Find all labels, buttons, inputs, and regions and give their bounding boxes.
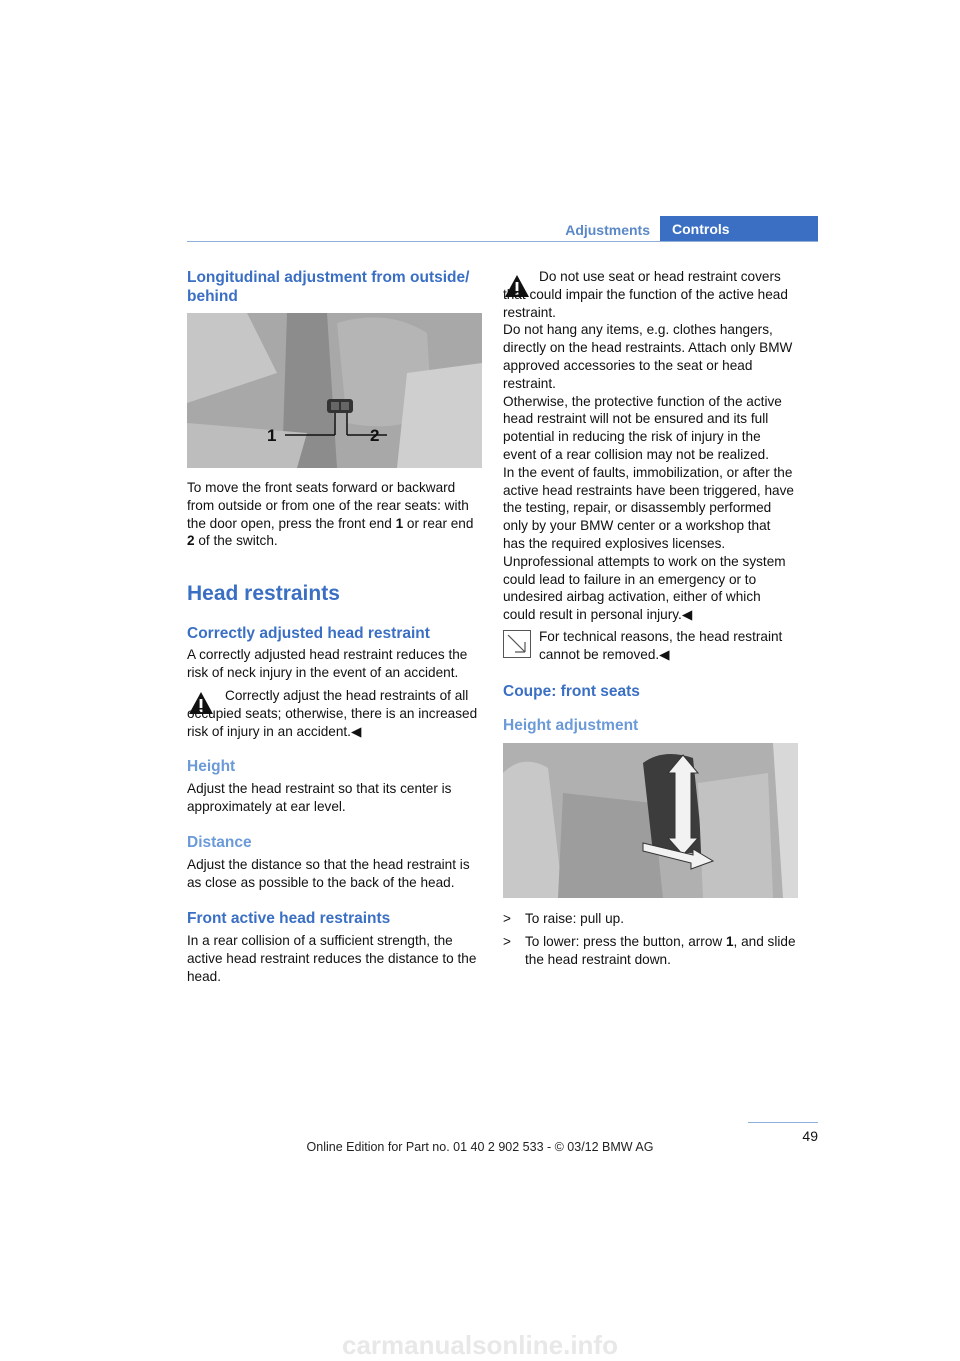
header-tab-controls: Controls	[660, 216, 818, 242]
heading-correctly-adjusted: Correctly adjusted head restraint	[187, 625, 430, 642]
lower-text-2: , and slide the head restraint down.	[525, 934, 796, 967]
warning-covers: Do not use seat or head restraint covers that could impair the function of the active head restraint. Do not hang any items, e.g. clothes hangers, directly on the head restraints. Attach only BMW approved accessories to the seat or head restraint. Otherwise, the protective function of the active head restraint will not be ensured and its full potential in reducing the risk of injury in the event of a rear collision may not be realized. In the event of faults, immobilization, or after the active head restraints have been triggered, have the testing, repair, or disassembly performed only by your BMW center or a workshop that has the required explosives licenses. Unprofessional attempts to work on the system could lead to failure in an emergency or to undesired airbag activation, either of which could result in personal injury.◀	[503, 269, 794, 623]
paragraph-correctly-adjusted: A correctly adjusted head restraint reduces the risk of neck injury in the event of an accident.	[187, 647, 468, 680]
paragraph-move-seats	[187, 479, 482, 550]
move-ref-2: 2	[187, 533, 195, 549]
move-text-3: of the switch.	[194, 533, 278, 549]
paragraph-distance: Adjust the distance so that the head restraint is as close as possible to the back of the head.	[187, 857, 470, 890]
callout-2: 2	[370, 426, 380, 445]
header-rule	[187, 241, 818, 242]
heading-distance: Distance	[187, 834, 252, 851]
watermark: carmanualsonline.info	[342, 1330, 618, 1360]
lower-ref-1: 1	[725, 934, 734, 949]
lower-text-1: To lower: press the button, arrow	[525, 934, 726, 949]
callout-1: 1	[267, 426, 277, 445]
bullet-text-lower	[525, 933, 798, 969]
warning-correct-adjust: Correctly adjust the head restraints of all occupied seats; otherwise, there is an increased risk of injury in an accident.◀	[187, 688, 478, 739]
seat-switch-photo	[187, 313, 482, 468]
page-number: 49	[802, 1128, 818, 1144]
bullet-text-raise: To raise: pull up.	[525, 911, 624, 926]
note-icon	[503, 630, 531, 658]
move-text-1: To move the front seats forward or backward from outside or from one of the rear seats: with the door open, press the front end	[187, 480, 469, 531]
move-text-2: or rear end	[403, 515, 474, 531]
paragraph-height: Adjust the head restraint so that its center is approximately at ear level.	[187, 781, 452, 814]
heading-front-active: Front active head restraints	[187, 910, 391, 927]
list-item	[503, 910, 798, 928]
heading-height-adjustment: Height adjustment	[503, 717, 639, 734]
footer-rule	[748, 1122, 818, 1123]
head-restraint-photo	[503, 743, 798, 898]
bullet-mark: >	[503, 934, 511, 949]
seat-switch-illustration	[187, 313, 482, 468]
head-restraint-illustration	[503, 743, 798, 898]
heading-coupe-front-seats: Coupe: front seats	[503, 683, 640, 700]
heading-longitudinal: Longitudinal adjustment from outside/ behind	[187, 269, 470, 305]
move-ref-1: 1	[395, 515, 404, 531]
heading-head-restraints: Head restraints	[187, 582, 340, 605]
note-removed: For technical reasons, the head restraint cannot be removed.◀	[539, 629, 783, 662]
header-section: Adjustments	[565, 222, 650, 238]
heading-height: Height	[187, 758, 236, 775]
list-item	[503, 933, 798, 969]
bullet-mark: >	[503, 911, 511, 926]
paragraph-front-active: In a rear collision of a sufficient strength, the active head restraint reduces the distance to the head.	[187, 933, 477, 984]
footer-edition: Online Edition for Part no. 01 40 2 902 533 - © 03/12 BMW AG	[306, 1140, 654, 1154]
